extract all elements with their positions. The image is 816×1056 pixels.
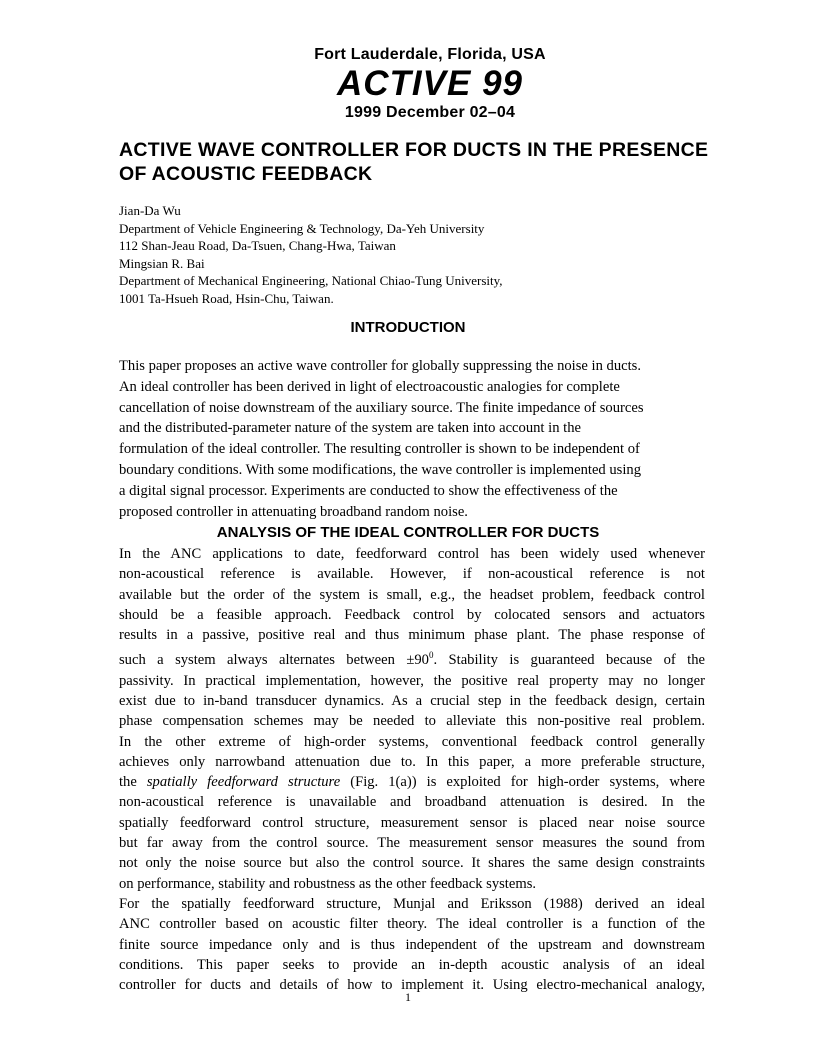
- text-line: exist due to in-band transducer dynamics. As a crucial step in the feedback design, certain: [119, 692, 705, 709]
- text-run: the: [119, 774, 147, 791]
- text-line: on performance, stability and robustness as the other feedback systems.: [119, 875, 537, 892]
- text-line: passivity. In practical implementation, however, the positive real property may no longer: [119, 672, 705, 689]
- author-block: [119, 202, 739, 307]
- text-line: In the other extreme of high-order systems, conventional feedback control generally: [119, 733, 705, 750]
- author-name: Mingsian R. Bai: [119, 255, 205, 271]
- introduction-paragraph: [119, 356, 705, 522]
- text-line: achieves only narrowband attenuation due to. In this paper, a more preferable structure,: [119, 753, 705, 770]
- introduction-heading: INTRODUCTION: [350, 319, 466, 336]
- analysis-heading: ANALYSIS OF THE IDEAL CONTROLLER FOR DUCTS: [216, 524, 600, 541]
- conference-dates: 1999 December 02–04: [344, 104, 516, 121]
- author-affiliation: Department of Mechanical Engineering, National Chiao-Tung University,: [119, 273, 503, 288]
- text-line: a digital signal processor. Experiments are conducted to show the effectiveness of the: [119, 482, 618, 499]
- text-line: should be a feasible approach. Feedback control by colocated sensors and actuators: [119, 606, 705, 623]
- text-line: results in a passive, positive real and thus minimum phase plant. The phase response of: [119, 627, 705, 644]
- author-affiliation: Department of Vehicle Engineering & Technology, Da-Yeh University: [119, 220, 485, 236]
- paper-title: [119, 138, 709, 186]
- page-number: 1: [405, 990, 411, 1004]
- text-line: and the distributed-parameter nature of the system are taken into account in the: [119, 420, 581, 437]
- text-line: available but the order of the system is small, e.g., the headset problem, feedback control: [119, 586, 705, 603]
- text-line: [119, 645, 705, 670]
- text-line: This paper proposes an active wave controller for globally suppressing the noise in ducts.: [119, 358, 641, 374]
- text-line: conditions. This paper seeks to provide an in-depth acoustic analysis of an ideal: [119, 956, 705, 973]
- text-line: For the spatially feedforward structure, Munjal and Eriksson (1988) derived an ideal: [119, 895, 705, 912]
- text-line: spatially feedforward control structure, measurement sensor is placed near noise source: [119, 814, 705, 831]
- text-run: such a system always alternates between: [119, 652, 407, 669]
- conference-location: Fort Lauderdale, Florida, USA: [314, 46, 546, 63]
- math-phase-value: ±90: [406, 652, 429, 669]
- text-line: proposed controller in attenuating broadband random noise.: [119, 503, 468, 520]
- author-address: 112 Shan-Jeau Road, Da-Tsuen, Chang-Hwa, Taiwan: [119, 238, 396, 253]
- text-run: . Stability is guaranteed because of the: [433, 652, 705, 669]
- text-line: In the ANC applications to date, feedforward control has been widely used whenever: [119, 546, 705, 562]
- author-name: Jian-Da Wu: [119, 203, 181, 218]
- text-line: but far away from the control source. The measurement sensor measures the sound from: [119, 835, 705, 852]
- text-line: ANC controller based on acoustic filter theory. The ideal controller is a function of the: [119, 916, 705, 933]
- text-run: (Fig. 1(a)) is exploited for high-order systems, where: [340, 774, 705, 791]
- text-line: controller for ducts and details of how to implement it. Using electro-mechanical analogy,: [119, 977, 705, 994]
- text-line: formulation of the ideal controller. The resulting controller is shown to be independent of: [119, 441, 640, 458]
- author-address: 1001 Ta-Hsueh Road, Hsin-Chu, Taiwan.: [119, 290, 334, 306]
- title-line: ACTIVE WAVE CONTROLLER FOR DUCTS IN THE PRESENCE: [119, 139, 709, 161]
- emphasis-term: spatially feedforward structure: [146, 774, 341, 791]
- conference-name: ACTIVE 99: [337, 64, 523, 103]
- text-line: [119, 772, 705, 792]
- text-line: An ideal controller has been derived in light of electroacoustic analogies for complete: [119, 378, 620, 395]
- text-line: cancellation of noise downstream of the auxiliary source. The finite impedance of sources: [119, 399, 644, 416]
- degree-superscript: 0: [428, 650, 434, 661]
- title-line: OF ACOUSTIC FEEDBACK: [119, 163, 373, 185]
- text-line: phase compensation schemes may be needed to alleviate this non-positive real problem.: [119, 713, 705, 730]
- text-line: non-acoustical reference is unavailable and broadband attenuation is desired. In the: [119, 794, 705, 811]
- text-line: non-acoustical reference is available. However, if non-acoustical reference is not: [119, 566, 705, 583]
- text-line: boundary conditions. With some modifications, the wave controller is implemented using: [119, 461, 641, 478]
- text-line: finite source impedance only and is thus independent of the upstream and downstream: [119, 936, 705, 953]
- analysis-paragraph: [119, 544, 705, 995]
- text-line: not only the noise source but also the control source. It shares the same design constraints: [119, 855, 705, 872]
- math-phase: [406, 652, 433, 668]
- conference-header: [300, 46, 560, 122]
